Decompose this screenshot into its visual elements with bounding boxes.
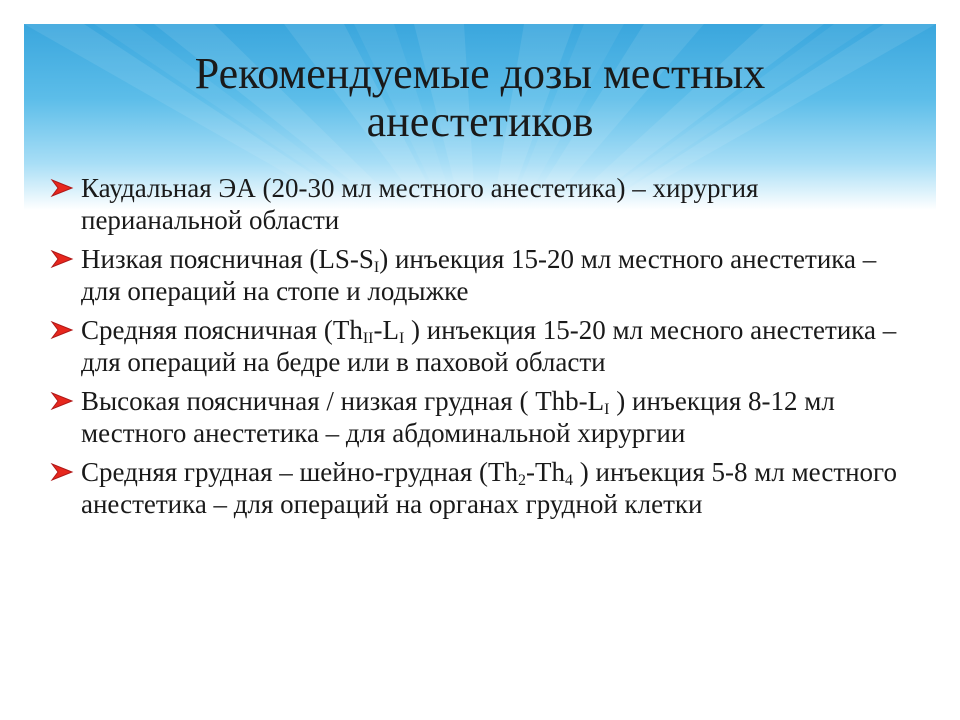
title-line-2: анестетиков <box>366 97 594 146</box>
bullet-5-sub-2: 4 <box>565 472 574 489</box>
bullet-3-text-c: ) инъекция 15-20 мл месного анестетика – для операций на бедре или в паховой области <box>81 315 897 377</box>
bullet-3-sub-1: II <box>362 330 374 347</box>
bullet-4-text-b: ) инъекция 8-12 мл местного анестетика – для абдоминальной хирургии <box>81 386 835 448</box>
bullet-5-text-c: ) инъекция 5-8 мл местного анестетика – для операций на органах грудной клетки <box>81 457 897 519</box>
arrow-bullet-icon <box>50 178 74 198</box>
bullet-4-sub-1: I <box>604 401 610 418</box>
title-line-1: Рекомендуемые дозы местных <box>194 49 766 98</box>
bullet-3-text-b: -L <box>373 315 399 345</box>
bullet-5-text-a: Средняя грудная – шейно-грудная (Th <box>81 457 519 487</box>
arrow-bullet-icon <box>50 462 74 482</box>
bullet-5-sub-1: 2 <box>518 472 527 489</box>
bullet-list <box>50 172 910 527</box>
bullet-2-sub-1: I <box>373 259 380 276</box>
bullet-item-1 <box>50 172 910 236</box>
arrow-bullet-icon <box>50 391 74 411</box>
slide-title <box>24 50 936 146</box>
bullet-1-text: Каудальная ЭА (20-30 мл местного анестетика) – хирургия перианальной области <box>81 173 759 235</box>
bullet-3-sub-2: I <box>398 330 405 347</box>
bullet-item-4 <box>50 385 910 449</box>
bullet-3-text-a: Средняя поясничная (Th <box>81 315 363 345</box>
bullet-item-5 <box>50 456 910 520</box>
arrow-bullet-icon <box>50 249 74 269</box>
bullet-5-text-b: -Th <box>526 457 566 487</box>
arrow-bullet-icon <box>50 320 74 340</box>
bullet-4-text-a: Высокая поясничная / низкая грудная ( Thb-L <box>81 386 605 416</box>
bullet-item-3 <box>50 314 910 378</box>
bullet-item-2 <box>50 243 910 307</box>
bullet-2-text-a: Низкая поясничная (LS-S <box>81 244 374 274</box>
bullet-2-text-b: ) инъекция 15-20 мл местного анестетика – для операций на стопе и лодыжке <box>81 244 877 306</box>
